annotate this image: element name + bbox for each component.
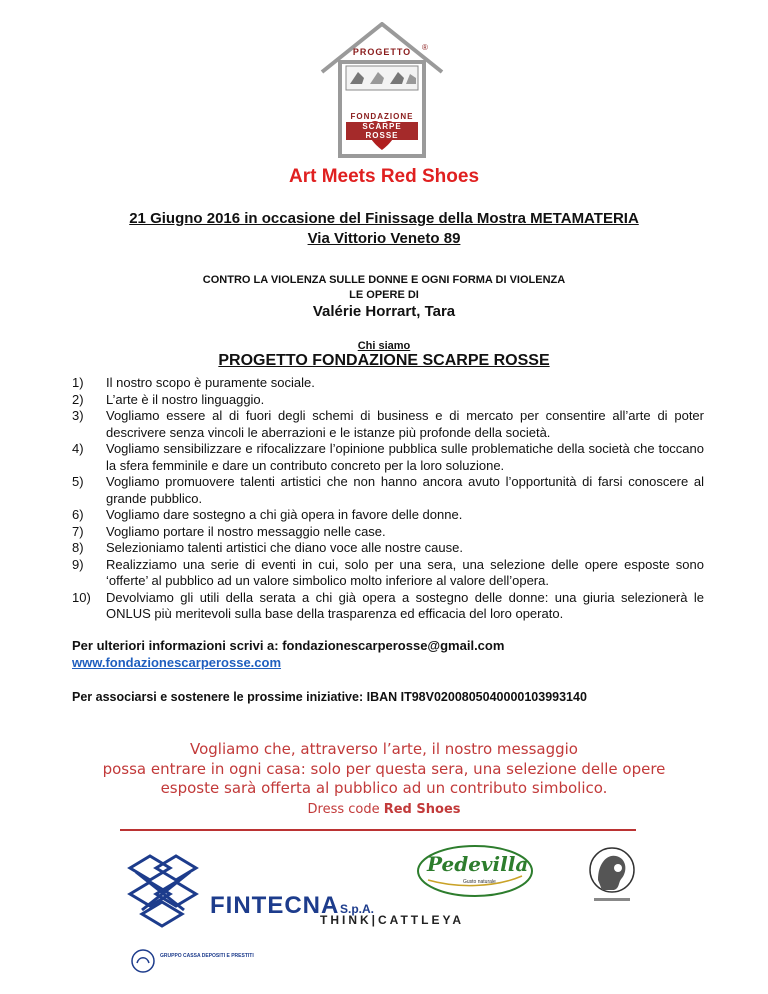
list-text: Il nostro scopo è puramente sociale.: [106, 375, 315, 390]
list-number: 8): [72, 540, 84, 555]
think-cattleya-logo: THINK|CATTLEYA: [320, 913, 465, 927]
list-text: Vogliamo dare sostegno a chi già opera in favore delle donne.: [106, 507, 463, 522]
list-text: Vogliamo promuovere talenti artistici che non hanno ancora avuto l’opportunità di farsi conoscere al grande pubblico.: [106, 474, 704, 506]
list-item: [72, 408, 704, 441]
iban-line: Per associarsi e sostenere le prossime iniziative: IBAN IT98V0200805040000103993140: [72, 690, 587, 704]
fintecna-suffix: S.p.A.: [340, 902, 375, 916]
list-text: Vogliamo sensibilizzare e rifocalizzare l’opinione pubblica sulle problematiche della società che toccano la sfera femminile e dare un contributo concreto per la loro soluzione.: [106, 441, 704, 473]
list-number: 6): [72, 507, 84, 522]
list-text: Selezioniamo talenti artistici che diano voce alle nostre cause.: [106, 540, 463, 555]
registered-mark: ®: [422, 43, 428, 52]
list-number: 4): [72, 441, 84, 456]
mission-list: [72, 375, 704, 623]
sponsors-strip: [0, 840, 768, 990]
list-item: [72, 590, 704, 623]
fintecna-name: FINTECNA: [210, 892, 340, 919]
cause-caption: CONTRO LA VIOLENZA SULLE DONNE E OGNI FORMA DI VIOLENZA: [202, 274, 566, 286]
banner-line-1: Vogliamo che, attraverso l’arte, il nostro messaggio: [189, 740, 578, 758]
works-caption: LE OPERE DI: [349, 289, 419, 301]
fondazione-logo: [318, 22, 446, 158]
fintecna-lattice-logo-icon: [122, 848, 204, 930]
banner-line-2: possa entrare in ogni casa: solo per questa sera, una selezione delle opere: [102, 760, 666, 778]
list-item: [72, 441, 704, 474]
list-item: [72, 474, 704, 507]
about-heading: Chi siamo: [357, 340, 411, 352]
org-name: PROGETTO FONDAZIONE SCARPE ROSSE: [218, 352, 550, 369]
list-number: 1): [72, 375, 84, 390]
logo-mid-label: FONDAZIONE: [350, 112, 414, 121]
list-text: Vogliamo essere al di fuori degli schemi di business e di mercato per consentire all’arte di poter descrivere senza vincoli le aberrazioni e le istanze più profonde della società.: [106, 408, 704, 440]
event-address: Via Vittorio Veneto 89: [307, 230, 461, 247]
pedevilla-tagline: Gusto naturale: [463, 879, 496, 885]
list-number: 2): [72, 391, 84, 407]
pedevilla-name: Pedevilla: [427, 852, 529, 876]
list-number: 5): [72, 474, 84, 489]
website-link[interactable]: www.fondazionescarperosse.com: [72, 655, 282, 670]
banner-line-3: esposte sarà offerta al pubblico ad un contributo simbolico.: [160, 779, 608, 797]
list-text: Devolviamo gli utili della serata a chi già opera a sostegno delle donne: una giuria selezionerà le ONLUS più meritevoli sulla base della trasparenza ed efficacia del loro operato.: [106, 589, 704, 621]
list-text: Realizziamo una serie di eventi in cui, solo per una sera, una selezione delle opere esposte sono ‘offerte’ al pubblico ad un valore simbolico molto inferiore al valore dell’opera.: [106, 556, 704, 588]
cultural-association-logo-icon: [584, 842, 640, 908]
event-subtitle: 21 Giugno 2016 in occasione del Finissage della Mostra METAMATERIA: [129, 210, 639, 227]
banner-divider: [120, 829, 636, 831]
list-item: [72, 540, 704, 557]
list-text: L’arte è il nostro linguaggio.: [106, 391, 265, 407]
list-item: [72, 392, 704, 409]
dress-code-prefix: Dress code: [307, 802, 384, 817]
logo-top-label: PROGETTO: [352, 47, 412, 57]
logo-bottom-label: SCARPE ROSSE: [346, 122, 418, 140]
list-number: 7): [72, 523, 84, 539]
cdp-logo-icon: [130, 948, 156, 974]
list-item: [72, 507, 704, 524]
page-title: Art Meets Red Shoes: [288, 166, 480, 187]
artists-names: Valérie Horrart, Tara: [312, 303, 456, 320]
dress-code: [0, 802, 768, 817]
list-number: 3): [72, 408, 84, 423]
list-item: [72, 557, 704, 590]
list-number: 9): [72, 556, 84, 572]
dress-code-value: Red Shoes: [383, 802, 461, 817]
gruppo-cdp-label: GRUPPO CASSA DEPOSITI E PRESTITI: [160, 953, 254, 959]
list-item: [72, 524, 704, 541]
contact-email-line: Per ulteriori informazioni scrivi a: fondazionescarperosse@gmail.com: [72, 638, 505, 653]
list-item: [72, 375, 704, 392]
list-text: Vogliamo portare il nostro messaggio nelle case.: [106, 523, 386, 539]
list-number: 10): [72, 589, 91, 605]
